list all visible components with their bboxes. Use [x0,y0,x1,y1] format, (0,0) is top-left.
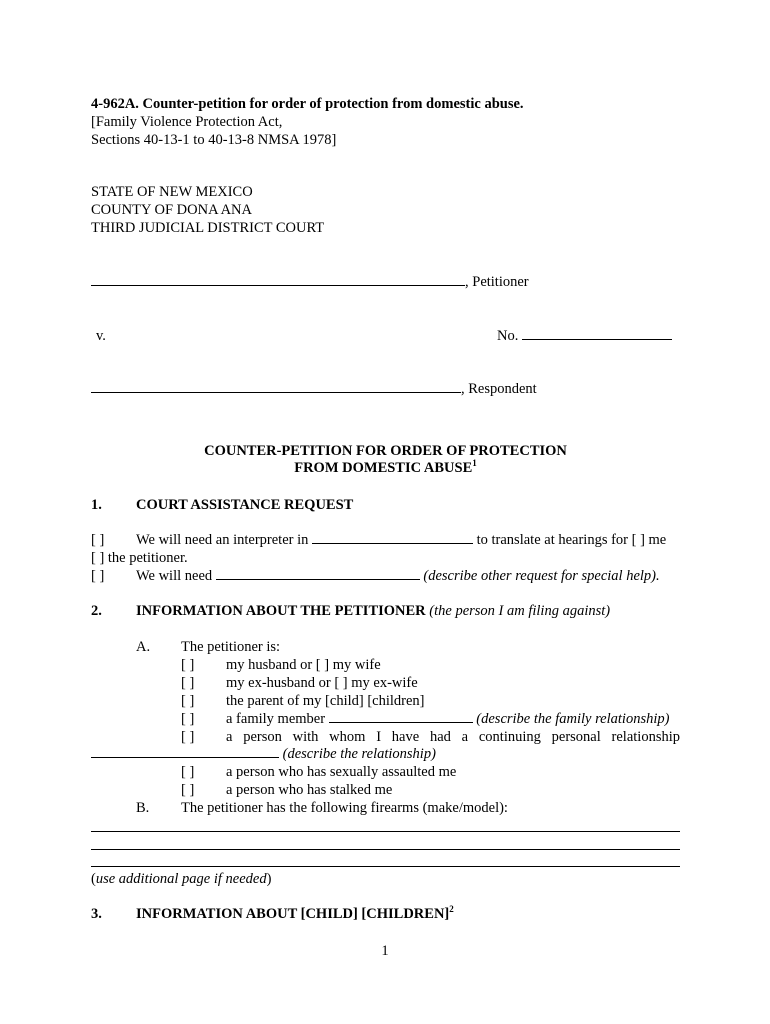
sections-citation: Sections 40-13-1 to 40-13-8 NMSA 1978] [91,132,337,148]
additional-page-note: (use additional page if needed) [91,871,272,887]
firearms-line-3[interactable] [91,866,680,867]
section2-number: 2. [91,603,102,619]
section1-heading: COURT ASSISTANCE REQUEST [136,497,354,513]
option-stalked-label: a person who has stalked me [226,782,393,798]
petitioner-label: , Petitioner [465,274,529,290]
page-number: 1 [381,943,389,959]
relationship-description: (describe the relationship) [91,746,436,763]
case-number-label: No. [497,328,519,344]
court-county: COUNTY OF DONA ANA [91,202,252,218]
other-help-checkbox[interactable]: [ ] [91,568,105,584]
respondent-label: , Respondent [461,381,537,397]
option-parent-label: the parent of my [child] [children] [226,693,425,709]
act-citation: [Family Violence Protection Act, [91,114,283,130]
interpreter-checkbox[interactable]: [ ] [91,532,105,548]
other-help-field[interactable] [216,578,420,580]
family-relationship-field[interactable] [329,721,473,723]
option-ex-spouse-checkbox[interactable]: [ ] [181,675,195,691]
section3-heading: INFORMATION ABOUT [CHILD] [CHILDREN]$^2$ [136,904,454,922]
option-family-checkbox[interactable]: [ ] [181,711,195,727]
option-sexual-assault-checkbox[interactable]: [ ] [181,764,195,780]
option-relationship-checkbox[interactable]: [ ] [181,729,195,745]
document-title-line2: FROM DOMESTIC ABUSE$^1$ [294,458,477,476]
court-name: THIRD JUDICIAL DISTRICT COURT [91,220,325,236]
subsection-b-text: The petitioner has the following firearms (make/model): [181,800,508,816]
versus: v. [96,328,106,344]
option-ex-spouse-label: my ex-husband or [ ] my ex-wife [226,675,418,691]
footnote-1-mark: 1 [472,458,477,469]
case-number [497,328,672,345]
option-spouse-checkbox[interactable]: [ ] [181,657,195,673]
respondent-name-field[interactable] [91,391,461,393]
interpreter-petitioner-option[interactable]: [ ] the petitioner. [91,550,188,566]
subsection-b-label: B. [136,800,150,816]
court-state: STATE OF NEW MEXICO [91,184,253,200]
subsection-a-text: The petitioner is: [181,639,281,655]
petitioner-name-field[interactable] [91,284,465,286]
footnote-2-mark: 2 [449,904,454,915]
interpreter-request: We will need an interpreter in to translate at hearings for [ ] me [136,532,667,548]
firearms-line-2[interactable] [91,849,680,850]
other-help-request: We will need (describe other request for special help). [136,568,660,584]
option-spouse-label: my husband or [ ] my wife [226,657,381,673]
form-title: 4-962A. Counter-petition for order of protection from domestic abuse. [91,96,524,112]
case-number-field[interactable] [522,338,672,340]
section1-number: 1. [91,497,102,513]
respondent-caption [91,381,537,398]
section2-heading: INFORMATION ABOUT THE PETITIONER (the person I am filing against) [136,603,611,619]
option-stalked-checkbox[interactable]: [ ] [181,782,195,798]
option-family-label: a family member (describe the family relationship) [226,711,670,727]
interpreter-language-field[interactable] [312,542,473,544]
option-parent-checkbox[interactable]: [ ] [181,693,195,709]
option-sexual-assault-label: a person who has sexually assaulted me [226,764,457,780]
document-title-line1: COUNTER-PETITION FOR ORDER OF PROTECTION [204,443,567,459]
section3-number: 3. [91,906,102,922]
subsection-a-label: A. [136,639,151,655]
petitioner-caption [91,274,529,291]
firearms-line-1[interactable] [91,831,680,832]
option-relationship-label: a person with whom I have had a continuing personal relationship [226,729,680,745]
relationship-field[interactable] [91,756,279,758]
